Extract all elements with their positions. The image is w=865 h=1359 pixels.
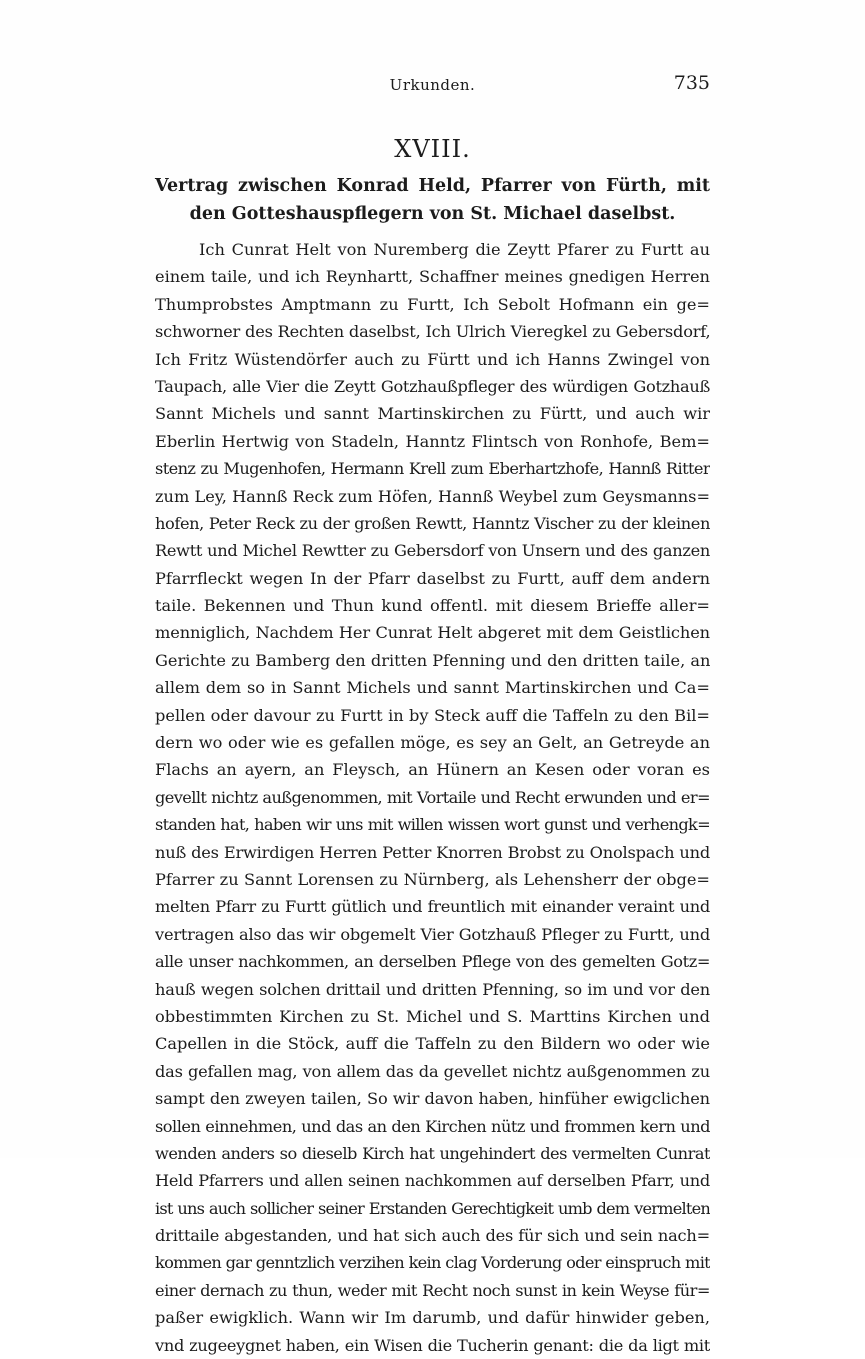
body-line: obbestimmten Kirchen zu St. Michel und S. Marttins Kirchen und <box>155 1006 710 1026</box>
body-line: taile. Bekennen und Thun kund offentl. mit diesem Brieffe aller= <box>155 596 710 616</box>
body-line: zum Ley, Hannß Reck zum Höfen, Hannß Weybel zum Geysmanns= <box>155 486 710 506</box>
body-line: stenz zu Mugenhofen, Hermann Krell zum Eberhartzhofe, Hannß Ritter <box>155 459 710 479</box>
running-head: Urkunden. <box>389 76 476 94</box>
body-line: paßer ewigklich. Wann wir Im darumb, und dafür hinwider geben, <box>155 1308 710 1328</box>
body-line: melten Pfarr zu Furtt gütlich und freuntlich mit einander veraint und <box>155 897 710 917</box>
body-line: Rewtt und Michel Rewtter zu Gebersdorf von Unsern und des ganzen <box>155 541 710 561</box>
body-line: menniglich, Nachdem Her Cunrat Helt abgeret mit dem Geistlichen <box>155 623 710 643</box>
body-line: einem taile, und ich Reynhartt, Schaffner meines gnedigen Herren <box>155 267 710 287</box>
body-line: sampt den zweyen tailen, So wir davon haben, hinfüher ewigclichen <box>155 1089 710 1109</box>
body-line: Held Pfarrers und allen seinen nachkommen auf derselben Pfarr, und <box>155 1171 710 1191</box>
body-line: Gerichte zu Bamberg den dritten Pfenning und den dritten taile, an <box>155 650 710 670</box>
body-line: Pfarrer zu Sannt Lorensen zu Nürnberg, als Lehensherr der obge= <box>155 869 710 889</box>
body-line: schworner des Rechten daselbst, Ich Ulrich Vieregkel zu Gebersdorf, <box>155 322 710 342</box>
body-line: hofen, Peter Reck zu der großen Rewtt, Hanntz Vischer zu der kleinen <box>155 513 710 533</box>
page-header <box>155 70 710 100</box>
body-line: Ich Fritz Wüstendörfer auch zu Fürtt und ich Hanns Zwingel von <box>155 349 710 369</box>
body-line: allem dem so in Sannt Michels und sannt Martinskirchen und Ca= <box>155 678 710 698</box>
body-line: Flachs an ayern, an Fleysch, an Hünern an Kesen oder voran es <box>155 760 710 780</box>
body-line: ist uns auch sollicher seiner Erstanden Gerechtigkeit umb dem vermelten <box>155 1198 710 1218</box>
document-title <box>155 172 710 228</box>
body-line: das gefallen mag, von allem das da gevellet nichtz außgenommen zu <box>155 1061 710 1081</box>
body-line: vertragen also das wir obgemelt Vier Gotzhauß Pfleger zu Furtt, und <box>155 924 710 944</box>
body-line: standen hat, haben wir uns mit willen wissen wort gunst und verhengk= <box>155 815 710 835</box>
body-line: Taupach, alle Vier die Zeytt Gotzhaußpfleger des würdigen Gotzhauß <box>155 376 710 396</box>
title-line: den Gotteshauspflegern von St. Michael daselbst. <box>189 204 676 224</box>
section-number: XVIII. <box>394 135 471 163</box>
body-line: alle unser nachkommen, an derselben Pflege von des gemelten Gotz= <box>155 952 710 972</box>
body-line: hauß wegen solchen drittail und dritten Pfenning, so im und vor den <box>155 979 710 999</box>
body-line: gevellt nichtz außgenommen, mit Vortaile und Recht erwunden und er= <box>155 787 710 807</box>
body-text <box>155 236 710 1359</box>
body-line: vnd zugeeygnet haben, ein Wisen die Tucherin genant: die da ligt mit <box>155 1335 710 1355</box>
body-line: Thumprobstes Amptmann zu Furtt, Ich Sebolt Hofmann ein ge= <box>155 294 710 314</box>
body-line: einer dernach zu thun, weder mit Recht noch sunst in kein Weyse für= <box>155 1280 710 1300</box>
body-line: pellen oder davour zu Furtt in by Steck auff die Taffeln zu den Bil= <box>155 705 710 725</box>
body-line: sollen einnehmen, und das an den Kirchen nütz und frommen kern und <box>155 1116 710 1136</box>
body-line: nuß des Erwirdigen Herren Petter Knorren Brobst zu Onolspach und <box>155 842 710 862</box>
body-line: drittaile abgestanden, und hat sich auch des für sich und sein nach= <box>155 1226 710 1246</box>
body-line: Sannt Michels und sannt Martinskirchen zu Fürtt, und auch wir <box>155 404 710 424</box>
body-line: Pfarrfleckt wegen In der Pfarr daselbst zu Furtt, auff dem andern <box>155 568 710 588</box>
body-line: kommen gar genntzlich verzihen kein clag Vorderung oder einspruch mit <box>155 1253 710 1273</box>
body-line: Capellen in die Stöck, auff die Taffeln zu den Bildern wo oder wie <box>155 1034 710 1054</box>
body-line: Ich Cunrat Helt von Nuremberg die Zeytt Pfarer zu Furtt au <box>199 240 710 259</box>
title-line: Vertrag zwischen Konrad Held, Pfarrer von Fürth, mit <box>155 176 710 196</box>
body-line: Eberlin Hertwig von Stadeln, Hanntz Flintsch von Ronhofe, Bem= <box>155 431 710 451</box>
body-line: dern wo oder wie es gefallen möge, es sey an Gelt, an Getreyde an <box>155 733 710 753</box>
page-number: 735 <box>673 72 710 94</box>
body-line: wenden anders so dieselb Kirch hat ungehindert des vermelten Cunrat <box>155 1143 710 1163</box>
